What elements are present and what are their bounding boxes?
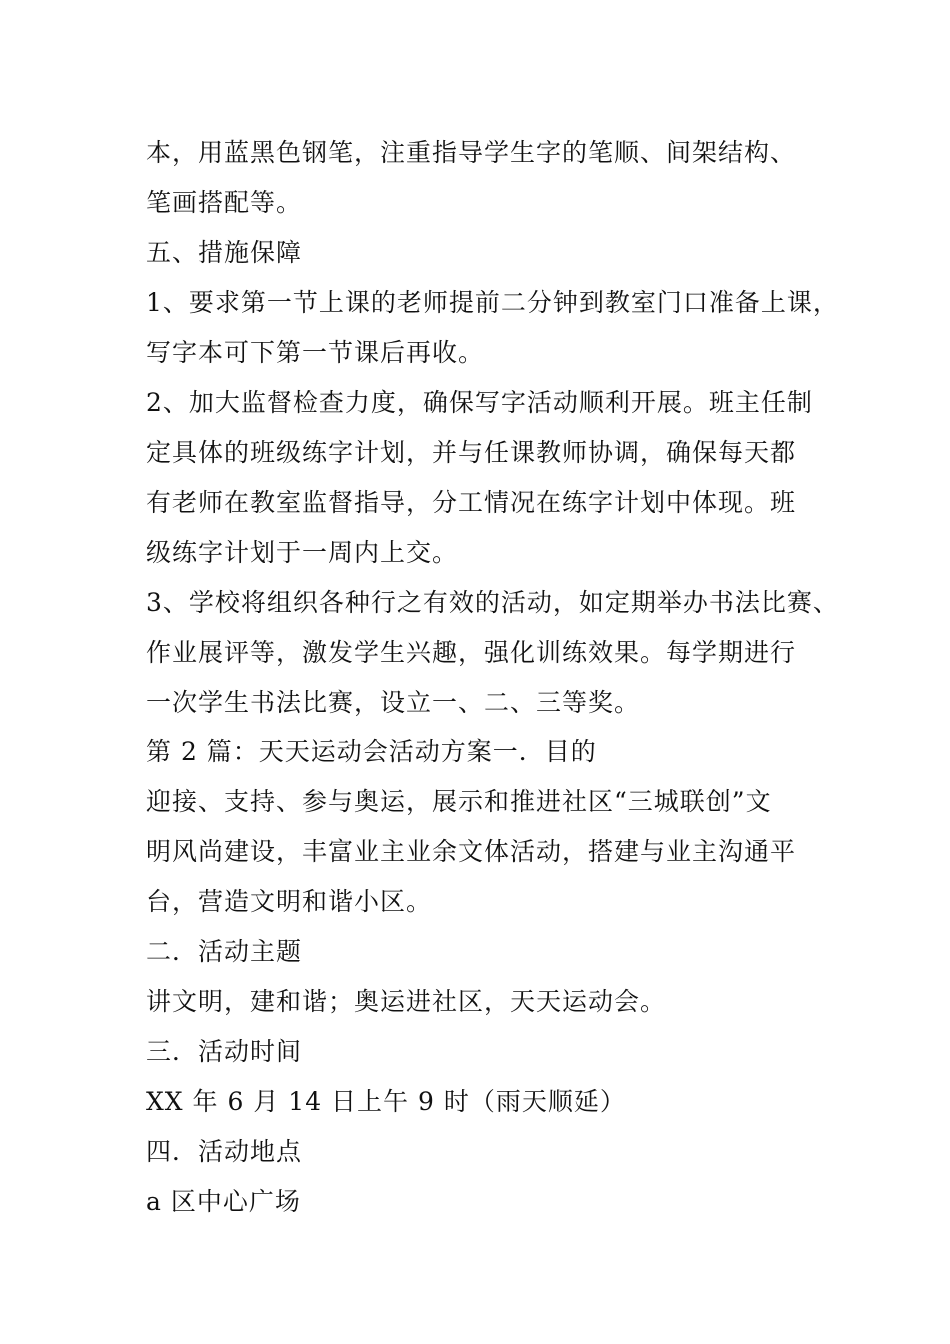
section-heading: 五、措施保障 bbox=[146, 238, 303, 267]
body-text-line: 迎接、支持、参与奥运，展示和推进社区“三城联创”文 bbox=[146, 787, 772, 816]
list-item-text: 2、加大监督检查力度，确保写字活动顺利开展。班主任制 bbox=[146, 388, 813, 417]
list-item-text: 1、要求第一节上课的老师提前二分钟到教室门口准备上课， bbox=[146, 288, 839, 317]
body-text-line: a 区中心广场 bbox=[146, 1187, 301, 1216]
body-text-line: 台，营造文明和谐小区。 bbox=[146, 887, 433, 916]
body-text-line: 讲文明，建和谐；奥运进社区，天天运动会。 bbox=[146, 987, 667, 1016]
body-text-line: 写字本可下第一节课后再收。 bbox=[146, 338, 485, 367]
body-text-line: 本，用蓝黑色钢笔，注重指导学生字的笔顺、间架结构、 bbox=[146, 138, 797, 167]
section-heading: 二．活动主题 bbox=[146, 937, 303, 966]
body-text-line: 明风尚建设，丰富业主业余文体活动，搭建与业主沟通平 bbox=[146, 837, 797, 866]
section-heading: 三．活动时间 bbox=[146, 1037, 303, 1066]
list-item-text: 3、学校将组织各种行之有效的活动，如定期举办书法比赛、 bbox=[146, 588, 839, 617]
body-text-line: 作业展评等，激发学生兴趣，强化训练效果。每学期进行 bbox=[146, 638, 797, 667]
body-text-line: 有老师在教室监督指导，分工情况在练字计划中体现。班 bbox=[146, 488, 797, 517]
body-text-line: 级练字计划于一周内上交。 bbox=[146, 538, 459, 567]
article-title: 第 2 篇：天天运动会活动方案一．目的 bbox=[146, 737, 597, 766]
body-text-line: 定具体的班级练字计划，并与任课教师协调，确保每天都 bbox=[146, 438, 797, 467]
body-text-line: 笔画搭配等。 bbox=[146, 188, 303, 217]
body-text-line: XX 年 6 月 14 日上午 9 时（雨天顺延） bbox=[146, 1087, 626, 1116]
section-heading: 四．活动地点 bbox=[146, 1137, 303, 1166]
body-text-line: 一次学生书法比赛，设立一、二、三等奖。 bbox=[146, 688, 641, 717]
